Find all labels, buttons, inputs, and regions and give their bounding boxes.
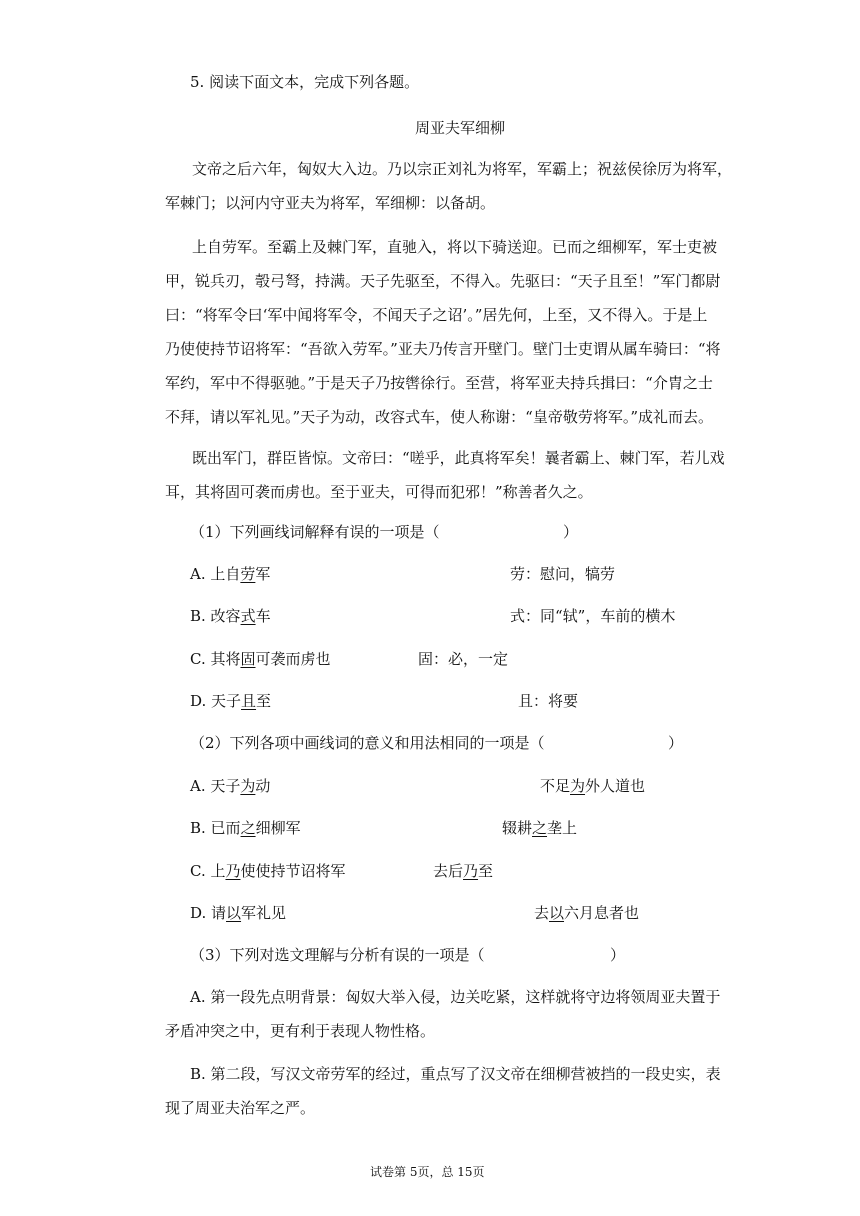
passage-line-9: 既出军门，群臣皆惊。文帝曰：“嗟乎，此真将军矣！曩者霸上、棘门军，若儿戏 (192, 449, 725, 467)
q2-option-d: D. 请以军礼见 (190, 904, 287, 922)
q2-option-c-compare: 去后乃至 (433, 862, 494, 880)
passage-line-2: 军棘门；以河内守亚夫为将军，军细柳：以备胡。 (165, 194, 496, 212)
q1-option-c-gloss: 固：必，一定 (418, 650, 509, 668)
passage-line-10: 耳，其将固可袭而虏也。至于亚夫，可得而犯邪！”称善者久之。 (165, 483, 593, 501)
page-footer: 试卷第 5页，总 15页 (370, 1165, 485, 1179)
q2-option-c: C. 上乃使使持节诏将军 (190, 862, 346, 880)
q2-option-b-compare: 辍耕之垄上 (502, 819, 578, 837)
passage-line-5: 曰：“将军令曰‘军中闻将军令，不闻天子之诏’。”居先何，上至，又不得入。于是上 (165, 306, 708, 324)
passage-title: 周亚夫军细柳 (415, 119, 506, 137)
q1-option-c: C. 其将固可袭而虏也 (190, 650, 331, 668)
q3-option-b-line-2: 现了周亚夫治军之严。 (165, 1099, 316, 1117)
question-header: 5. 阅读下面文本，完成下列各题。 (190, 73, 420, 91)
q2-option-a-compare: 不足为外人道也 (540, 777, 646, 795)
q3-option-b-line-1: B. 第二段，写汉文帝劳军的经过，重点写了汉文帝在细柳营被挡的一段史实，表 (190, 1065, 721, 1083)
q2-stem: （2）下列各项中画线词的意义和用法相同的一项是（ (190, 734, 545, 752)
q2-option-d-compare: 去以六月息者也 (534, 904, 640, 922)
q1-stem: （1）下列画线词解释有误的一项是（ (190, 523, 440, 541)
q2-option-b: B. 已而之细柳军 (190, 819, 301, 837)
passage-line-6: 乃使使持节诏将军：“吾欲入劳军。”亚夫乃传言开壁门。壁门士吏谓从属车骑曰：“将 (165, 340, 721, 358)
q3-option-a-line-2: 矛盾冲突之中，更有利于表现人物性格。 (165, 1022, 436, 1040)
passage-line-1: 文帝之后六年，匈奴大入边。乃以宗正刘礼为将军，军霸上；祝兹侯徐厉为将军， (192, 160, 733, 178)
q1-option-d: D. 天子且至 (190, 692, 272, 710)
passage-line-4: 甲，锐兵刃，彀弓弩，持满。天子先驱至，不得入。先驱曰：“天子且至！”军门都尉 (165, 272, 721, 290)
q1-option-a-gloss: 劳：慰问，犒劳 (510, 565, 616, 583)
q2-option-a: A. 天子为动 (190, 777, 271, 795)
passage-line-7: 军约，军中不得驱驰。”于是天子乃按辔徐行。至营，将军亚夫持兵揖曰：“介胄之士 (165, 374, 713, 392)
q1-option-b-gloss: 式：同“轼”，车前的横木 (510, 607, 676, 625)
passage-line-3: 上自劳军。至霸上及棘门军，直驰入，将以下骑送迎。已而之细柳军，军士吏被 (192, 238, 718, 256)
q2-close: ） (668, 734, 684, 752)
q3-option-a-line-1: A. 第一段先点明背景：匈奴大举入侵，边关吃紧，这样就将守边将领周亚夫置于 (190, 988, 721, 1006)
passage-line-8: 不拜，请以军礼见。”天子为动，改容式车，使人称谢：“皇帝敬劳将军。”成礼而去。 (165, 408, 714, 426)
q3-close: ） (610, 946, 626, 964)
q3-stem: （3）下列对选文理解与分析有误的一项是（ (190, 946, 485, 964)
q1-close: ） (563, 523, 579, 541)
q1-option-a: A. 上自劳军 (190, 565, 271, 583)
q1-option-b: B. 改容式车 (190, 607, 271, 625)
q1-option-d-gloss: 且：将要 (518, 692, 579, 710)
